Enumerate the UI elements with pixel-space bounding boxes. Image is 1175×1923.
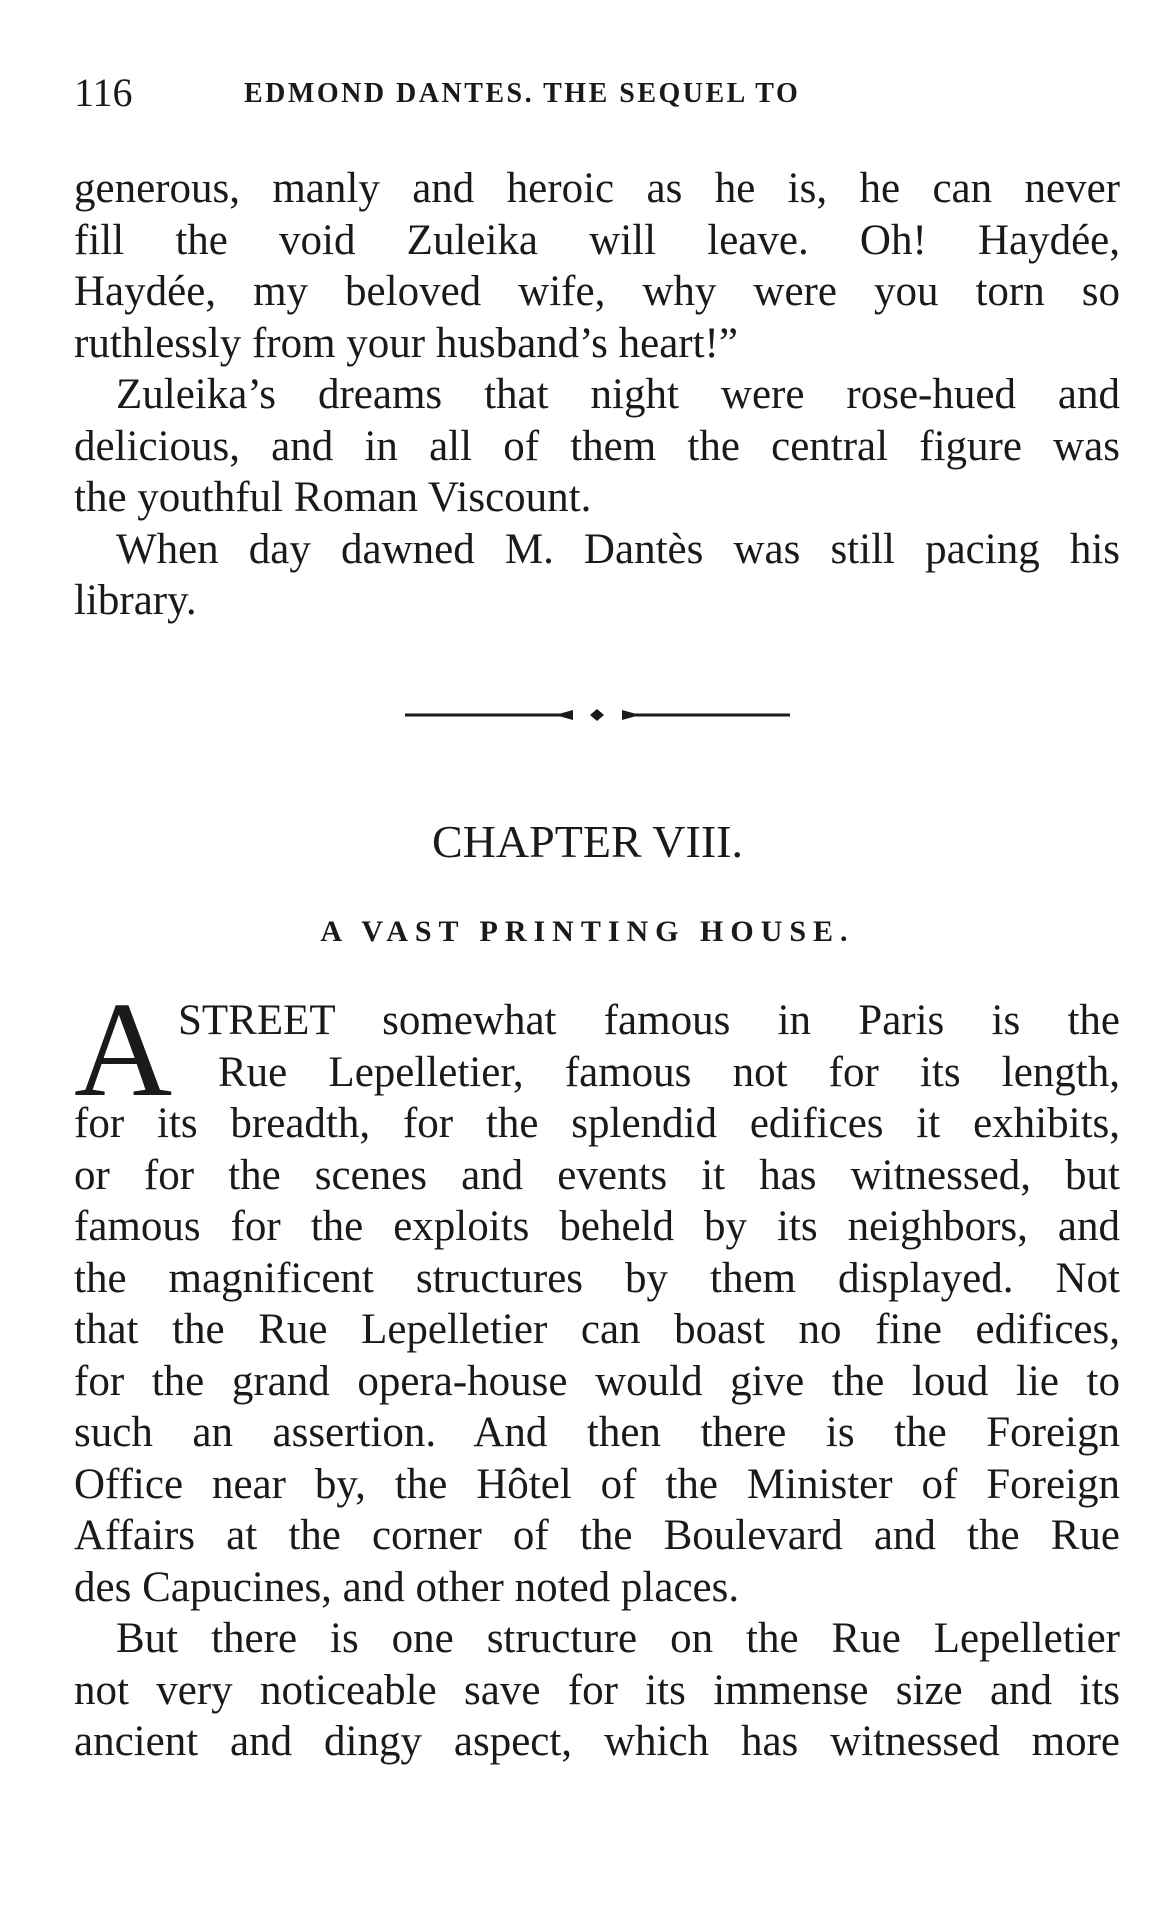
text-line: for the grand opera-house would give the loud lie to xyxy=(74,1357,1120,1405)
text-line: When day dawned M. Dantès was still pacing his xyxy=(116,525,1120,573)
text-line: fill the void Zuleika will leave. Oh! Haydée, xyxy=(74,216,1120,264)
text-line: for its breadth, for the splendid edifices it exhibits, xyxy=(74,1100,1120,1147)
text-line: or for the scenes and events it has witnessed, but xyxy=(74,1151,1120,1199)
text-line: ancient and dingy aspect, which has witnessed more xyxy=(74,1718,1120,1765)
chapter-heading: CHAPTER VIII. xyxy=(432,816,743,867)
chapter-subtitle: A VAST PRINTING HOUSE. xyxy=(320,915,855,948)
text-line: famous for the exploits beheld by its neighbors, and xyxy=(74,1203,1120,1250)
text-line: library. xyxy=(74,577,197,624)
page-number: 116 xyxy=(74,70,133,115)
text-line: the youthful Roman Viscount. xyxy=(74,474,592,521)
text-line: delicious, and in all of them the central figure was xyxy=(74,422,1120,470)
section-divider-ornament xyxy=(405,700,790,730)
text-line: ruthlessly from your husband’s heart!” xyxy=(74,319,738,367)
text-line: the magnificent structures by them displayed. Not xyxy=(74,1254,1120,1302)
text-line: But there is one structure on the Rue Lepelletier xyxy=(116,1615,1120,1662)
text-line: Rue Lepelletier, famous not for its length, xyxy=(218,1048,1120,1096)
text-line: such an assertion. And then there is the Foreign xyxy=(74,1409,1120,1456)
text-line: not very noticeable save for its immense size and its xyxy=(74,1666,1120,1714)
drop-cap: A xyxy=(74,975,173,1125)
running-head xyxy=(74,68,1034,118)
text-line: generous, manly and heroic as he is, he can never xyxy=(74,165,1120,212)
continued-text xyxy=(74,163,1120,627)
running-title: EDMOND DANTES. THE SEQUEL TO xyxy=(244,78,801,109)
text-line: Haydée, my beloved wife, why were you torn so xyxy=(74,268,1120,315)
text-line: des Capucines, and other noted places. xyxy=(74,1563,740,1611)
text-line: Office near by, the Hôtel of the Minister of Foreign xyxy=(74,1460,1120,1508)
chapter-body xyxy=(74,995,1120,1768)
text-line: Zuleika’s dreams that night were rose-hued and xyxy=(116,371,1120,418)
text-line: Affairs at the corner of the Boulevard and the Rue xyxy=(74,1512,1120,1559)
text-line: STREET somewhat famous in Paris is the xyxy=(178,997,1120,1044)
text-line: that the Rue Lepelletier can boast no fine edifices, xyxy=(74,1306,1120,1353)
